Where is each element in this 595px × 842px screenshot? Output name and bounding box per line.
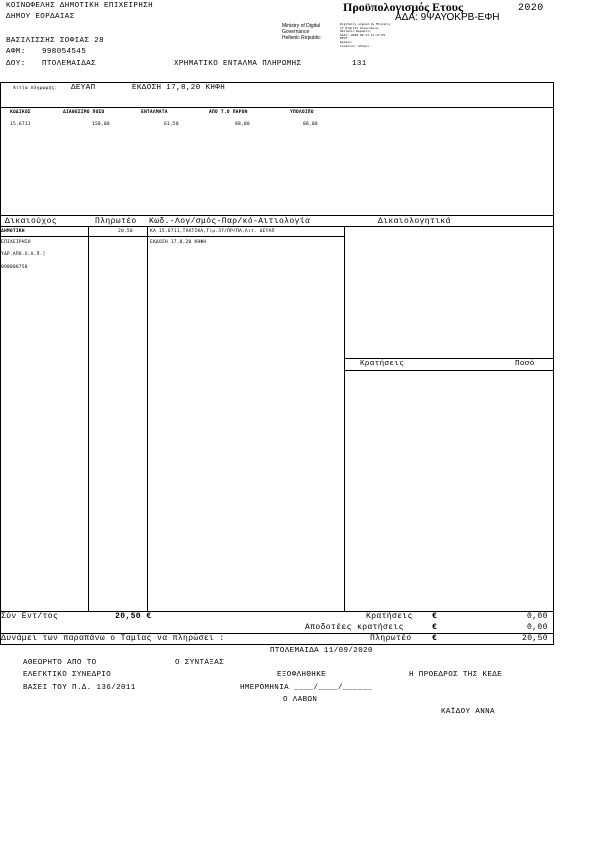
- gov-stamp-detail: Hellenic Republic: [340, 29, 371, 34]
- beneficiary-line: 090008758: [1, 265, 28, 270]
- gov-stamp-line: Ministry of Digital: [282, 23, 321, 29]
- summary-available: 150,00: [92, 122, 110, 127]
- beneficiary-line: ΕΠΙΧΕΙΡΗΣΗ: [1, 240, 31, 245]
- gov-signature-stamp: [282, 23, 321, 41]
- gov-stamp-detail: of Digital Governance,: [340, 25, 380, 30]
- payable-amount: 20,50: [118, 229, 133, 234]
- euro-sign: €: [432, 634, 438, 643]
- doy-value: ΠΤΟΛΕΜΑΙΔΑΣ: [42, 60, 96, 68]
- gov-stamp-detail: EEST: [340, 36, 348, 41]
- returnable-deductions-label: Αποδοτέες κρατήσεις: [305, 623, 404, 632]
- doy-label: ΔΟΥ:: [6, 60, 26, 68]
- receiver-label: Ο ΛΑΒΩΝ: [283, 696, 318, 704]
- unaudited-label: ΑΘΕΩΡΗΤΟ ΑΠΟ ΤΟ: [23, 659, 97, 667]
- president-label: Η ΠΡΟΕΔΡΟΣ ΤΗΣ ΚΕΔΕ: [409, 671, 503, 679]
- returnable-deductions-value: 0,00: [527, 623, 548, 632]
- beneficiary-line: ΥΔΡ.ΑΠΟ.Χ.Α.Π.]: [1, 252, 46, 257]
- gov-stamp-line: Governance: [282, 29, 310, 35]
- total-value: 20,50 €: [115, 612, 152, 621]
- summary-header-orders: ΕΝΤΑΛΜΑΤΑ: [141, 110, 168, 115]
- budget-year: 2020: [518, 3, 544, 14]
- document-title: ΧΡΗΜΑΤΙΚΟ ΕΝΤΑΛΜΑ ΠΛΗΡΩΜΗΣ: [174, 60, 302, 68]
- address: ΒΑΣΙΛΙΣΣΗΣ ΣΟΦΙΑΣ 28: [6, 37, 105, 45]
- gov-stamp-detail: Location: Athens: [340, 43, 369, 48]
- afm-value: 998054545: [42, 48, 87, 56]
- euro-sign: €: [432, 623, 438, 632]
- compiler-label: Ο ΣΥΝΤΑΞΑΣ: [175, 659, 225, 667]
- summary-orders: 61,50: [164, 122, 179, 127]
- beneficiary-line: ΔΗΜΟΤΙΚΗ: [1, 229, 25, 234]
- header-supporting-docs: Δικαιολογητικά: [378, 217, 451, 226]
- code-line: ΕΚΔΟΣΗ 17,8,20 ΚΗΦΗ: [150, 240, 207, 245]
- header-payable: Πληρωτέο: [95, 217, 137, 226]
- gov-stamp-detail: Date: 2020.09.11 11:17:55: [340, 32, 386, 37]
- reason-detail: ΕΚΔΟΣΗ 17,8,20 ΚΗΦΗ: [132, 84, 226, 92]
- deductions-amount-header: Ποσό: [515, 360, 535, 368]
- document-number: 131: [352, 60, 367, 68]
- municipality-name: ΔΗΜΟΥ ΕΟΡΔΑΙΑΣ: [6, 13, 75, 21]
- payable-total-value: 20,50: [522, 634, 549, 643]
- gov-signature-details: [340, 23, 391, 48]
- signatory-name: ΚΑΪΔΟΥ ΑΝΝΑ: [441, 708, 495, 716]
- summary-header-current: ΑΠΟ Τ.Ο ΠΑΡΟΝ: [209, 110, 248, 115]
- code-line: ΚΑ 15.6711,ΤΑΧΤΙΚΑ,Τιμ.37/ΠΡ/ΠΑ,Αιτ. ΔΕΥΑΠ: [150, 229, 275, 234]
- euro-sign: €: [432, 612, 438, 621]
- date-field: ΗΜΕΡΟΜΗΝΙΑ ____/____/______: [240, 684, 373, 692]
- reason-label: Αιτία πληρωμής:: [13, 86, 58, 91]
- summary-current: 88,00: [235, 122, 250, 127]
- summary-header-available: ΔΙΑΘΕΣΙΜΟ ΠΟΣΟ: [63, 110, 105, 115]
- place-date: ΠΤΟΛΕΜΑΙΔΑ 11/09/2020: [270, 647, 373, 655]
- paid-label: ΕΞΟΦΛΗΘΗΚΕ: [277, 671, 327, 679]
- header-beneficiary: Δικαιούχος: [5, 217, 58, 226]
- summary-code: 15.6711: [10, 122, 31, 127]
- budget-title: Προϋπολογισμός Ετους: [343, 0, 464, 14]
- gov-stamp-line: Hellenic Republic: [282, 35, 321, 41]
- header-code-reason: Κωδ.-Λογ/σμός-Παρ/κό-Αιτιολογία: [149, 217, 311, 226]
- summary-header-code: ΚΩΔΙΚΟΣ: [10, 110, 31, 115]
- audit-court-label: ΕΛΕΓΚΤΙΚΟ ΣΥΝΕΔΡΙΟ: [23, 671, 112, 679]
- gov-stamp-detail: Reason:: [340, 39, 353, 44]
- summary-header-remaining: ΥΠΟΛΟΙΠΟ: [290, 110, 314, 115]
- legal-basis: ΒΑΣΕΙ ΤΟΥ Π.Δ. 136/2011: [23, 684, 136, 692]
- ada-code: ΑΔΑ: 9ΨΑΥΟΚΡΒ-ΕΦΗ: [395, 12, 500, 23]
- total-label: Σύν Εντ/τος: [1, 612, 59, 621]
- organization-name: ΚΟΙΝΩΦΕΛΗΣ ΔΗΜΟΤΙΚΗ ΕΠΙΧΕΙΡΗΣΗ: [6, 2, 154, 10]
- total-deductions-value: 0,00: [527, 612, 548, 621]
- payable-label: Πληρωτέο: [370, 634, 412, 643]
- afm-label: ΑΦΜ:: [6, 48, 26, 56]
- total-deductions-label: Κρατήσεις: [366, 612, 413, 621]
- payment-order-text: Δυνάμει των παραπάνω ο Ταμίας να πληρώσει :: [1, 634, 225, 643]
- deductions-header: Κρατήσεις: [360, 360, 405, 368]
- gov-stamp-detail: Digitally signed by Ministry: [340, 22, 391, 26]
- reason-text: ΔΕΥΑΠ: [71, 84, 96, 92]
- summary-remaining: 88,00: [303, 122, 318, 127]
